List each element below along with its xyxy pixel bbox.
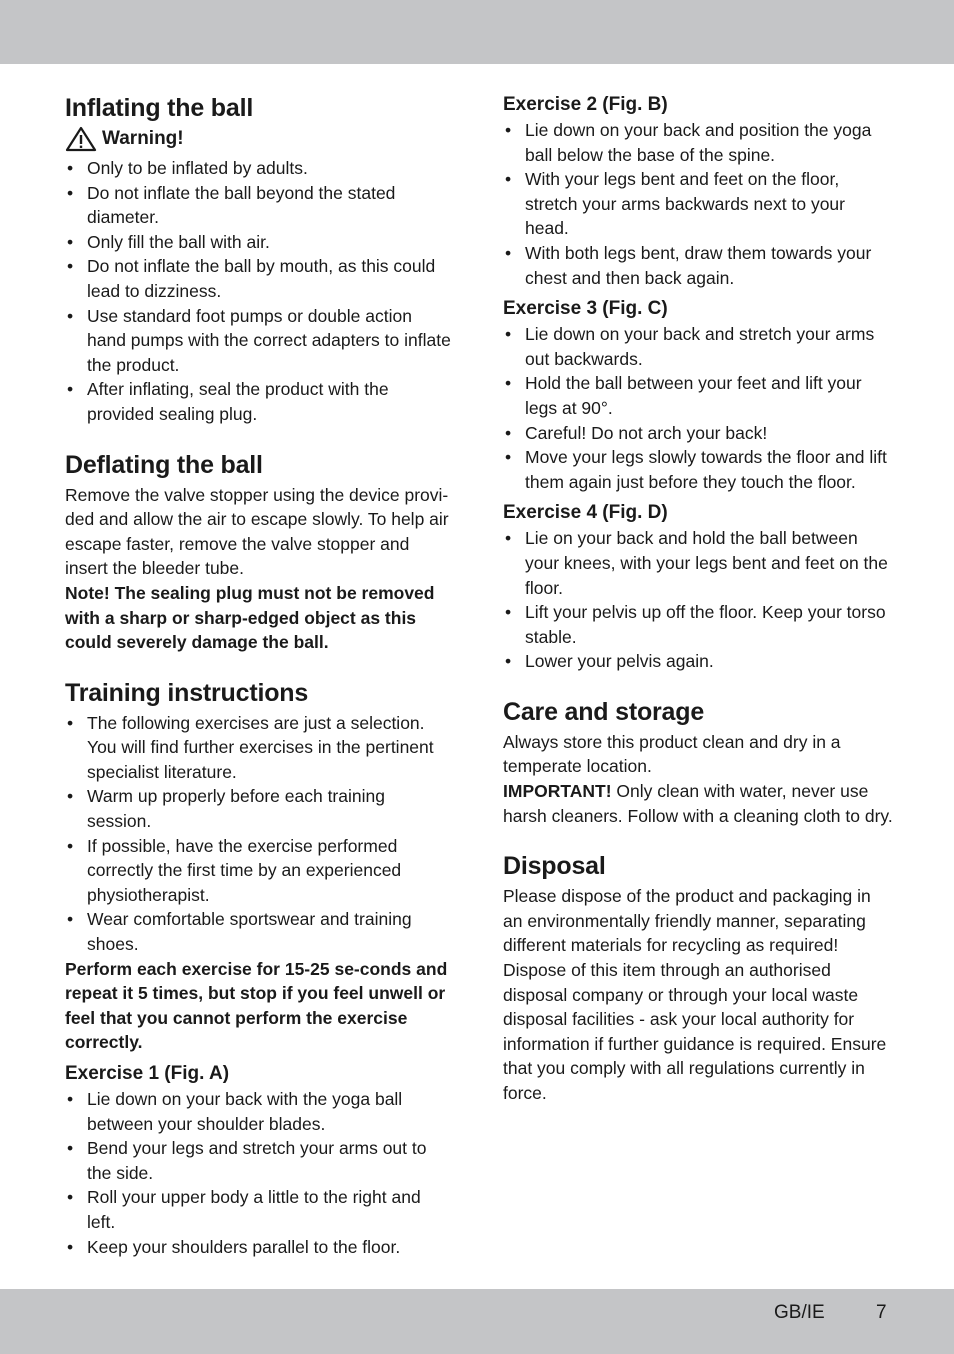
- list-item: • Do not inflate the ball beyond the stated diameter.: [65, 181, 453, 230]
- deflating-section: [65, 449, 453, 655]
- exercise3-list: [503, 322, 893, 494]
- disposal-section: [503, 850, 893, 1105]
- deflating-text: Remove the valve stopper using the device provi-ded and allow the air to escape slowly. To help air escape faster, remove the valve stopper and insert the bleeder tube.: [65, 484, 449, 579]
- list-item: • Warm up properly before each training session.: [65, 784, 453, 833]
- warning-heading: [65, 126, 453, 152]
- list-item: • With both legs bent, draw them towards your chest and then back again.: [503, 241, 893, 290]
- list-item: • Lift your pelvis up off the floor. Keep your torso stable.: [503, 600, 893, 649]
- warning-triangle-icon: [65, 126, 97, 152]
- exercise1-list: [65, 1087, 453, 1259]
- care-important: [503, 779, 893, 828]
- important-label: IMPORTANT!: [503, 781, 612, 802]
- exercise3-title: Exercise 3 (Fig. C): [503, 298, 668, 320]
- exercise2-section: [503, 92, 893, 290]
- training-list: [65, 711, 453, 957]
- exercise4-title: Exercise 4 (Fig. D): [503, 502, 668, 524]
- footer-region-code: GB/IE: [774, 1302, 825, 1323]
- inflating-list: [65, 156, 453, 427]
- list-item: • Lie down on your back with the yoga ball between your shoulder blades.: [65, 1087, 453, 1136]
- list-item: • Do not inflate the ball by mouth, as this could lead to dizziness.: [65, 254, 453, 303]
- training-section: [65, 677, 453, 1055]
- exercise1-title: Exercise 1 (Fig. A): [65, 1063, 230, 1084]
- list-item: • Move your legs slowly towards the floor and lift them again just before they touch the floor.: [503, 445, 893, 494]
- list-item: • Only fill the ball with air.: [65, 230, 453, 255]
- list-item: • Use standard foot pumps or double action hand pumps with the correct adapters to inflate the product.: [65, 304, 453, 378]
- list-item: • Hold the ball between your feet and lift your legs at 90°.: [503, 371, 893, 420]
- care-text: Always store this product clean and dry in a temperate location.: [503, 731, 841, 777]
- list-item: • Keep your shoulders parallel to the floor.: [65, 1235, 453, 1260]
- care-section: [503, 696, 893, 828]
- list-item: • With your legs bent and feet on the floor, stretch your arms backwards next to your head.: [503, 167, 893, 241]
- exercise3-section: [503, 296, 893, 494]
- list-item: • Lie down on your back and stretch your arms out backwards.: [503, 322, 893, 371]
- list-item: • Wear comfortable sportswear and training shoes.: [65, 907, 453, 956]
- exercise2-list: [503, 118, 893, 290]
- list-item: • Bend your legs and stretch your arms out to the side.: [65, 1136, 453, 1185]
- exercise1-section: [65, 1061, 453, 1259]
- list-item: • The following exercises are just a selection. You will find further exercises in the pertinent specialist literature.: [65, 711, 453, 785]
- exercise2-title: Exercise 2 (Fig. B): [503, 94, 668, 115]
- deflating-note: Note! The sealing plug must not be removed with a sharp or sharp-edged object as this could severely damage the ball.: [65, 582, 435, 653]
- inflating-section: [65, 92, 453, 427]
- list-item: • Lower your pelvis again.: [503, 649, 893, 674]
- training-note: Perform each exercise for 15-25 se-conds and repeat it 5 times, but stop if you feel unwell or feel that you cannot perform the exercise correctly.: [65, 958, 448, 1053]
- list-item: • After inflating, seal the product with the provided sealing plug.: [65, 377, 453, 426]
- training-title: Training instructions: [65, 678, 309, 707]
- care-title: Care and storage: [503, 697, 705, 726]
- list-item: • Lie down on your back and position the yoga ball below the base of the spine.: [503, 118, 893, 167]
- exercise4-section: [503, 500, 893, 674]
- disposal-title: Disposal: [503, 852, 606, 881]
- deflating-title: Deflating the ball: [65, 450, 263, 479]
- disposal-text: Please dispose of the product and packaging in an environmentally friendly manner, separating different materials for recycling as required! Dispose of this item through an authorised disposal company or through your local waste disposal facilities - ask your local authority for information if further guidance is required. Ensure that you comply with all regulations currently in force.: [503, 886, 887, 1103]
- page-number: 7: [876, 1302, 887, 1323]
- left-column: [65, 0, 453, 1259]
- exercise4-list: [503, 526, 893, 674]
- right-column: [503, 0, 893, 1106]
- list-item: • If possible, have the exercise performed correctly the first time by an experienced physiotherapist.: [65, 834, 453, 908]
- important-text: Only clean with water, never use harsh cleaners. Follow with a cleaning cloth to dry.: [503, 781, 893, 826]
- list-item: • Lie on your back and hold the ball between your knees, with your legs bent and feet on the floor.: [503, 526, 893, 600]
- warning-label: Warning!: [102, 128, 184, 149]
- inflating-title: Inflating the ball: [65, 94, 254, 122]
- list-item: • Roll your upper body a little to the right and left.: [65, 1185, 453, 1234]
- list-item: • Careful! Do not arch your back!: [503, 421, 893, 446]
- list-item: • Only to be inflated by adults.: [65, 156, 453, 181]
